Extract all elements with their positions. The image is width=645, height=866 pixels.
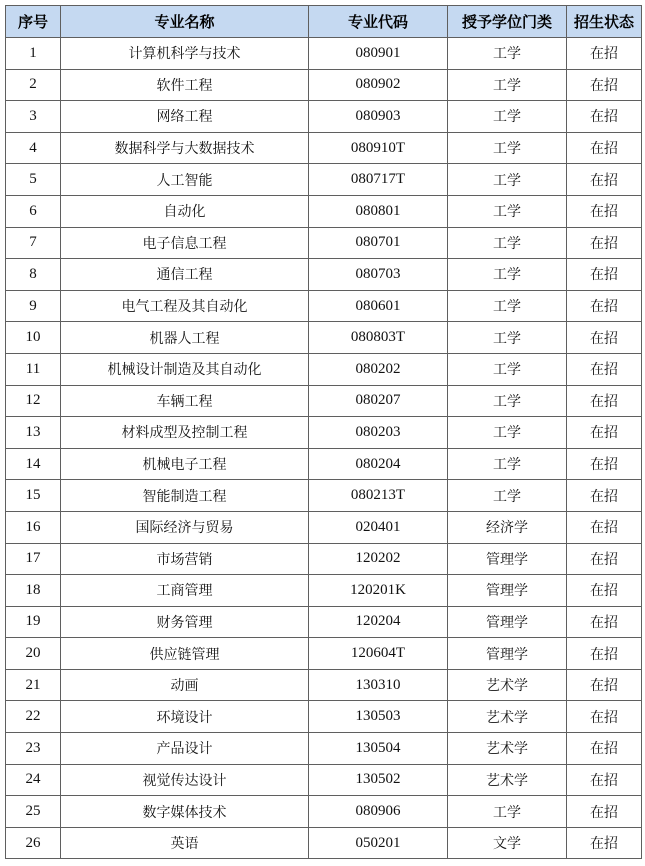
cell-major-code: 130310 — [309, 669, 448, 701]
cell-degree-category: 工学 — [448, 796, 567, 828]
table-row — [6, 385, 642, 417]
cell-degree-category: 工学 — [448, 259, 567, 291]
cell-enrollment-status: 在招 — [567, 69, 642, 101]
cell-enrollment-status: 在招 — [567, 164, 642, 196]
majors-table — [5, 5, 642, 859]
cell-major-name: 电气工程及其自动化 — [61, 290, 309, 322]
cell-major-name: 电子信息工程 — [61, 227, 309, 259]
cell-major-name: 智能制造工程 — [61, 480, 309, 512]
cell-major-code: 130503 — [309, 701, 448, 733]
table-row — [6, 290, 642, 322]
cell-index: 12 — [6, 385, 61, 417]
table-row — [6, 543, 642, 575]
cell-major-name: 车辆工程 — [61, 385, 309, 417]
cell-enrollment-status: 在招 — [567, 701, 642, 733]
cell-major-code: 080801 — [309, 195, 448, 227]
cell-major-code: 080902 — [309, 69, 448, 101]
cell-degree-category: 工学 — [448, 101, 567, 133]
header-enrollment-status: 招生状态 — [567, 6, 642, 38]
table-row — [6, 606, 642, 638]
cell-index: 20 — [6, 638, 61, 670]
cell-degree-category: 经济学 — [448, 511, 567, 543]
cell-major-name: 环境设计 — [61, 701, 309, 733]
cell-degree-category: 工学 — [448, 290, 567, 322]
table-row — [6, 575, 642, 607]
cell-degree-category: 艺术学 — [448, 764, 567, 796]
table-row — [6, 164, 642, 196]
cell-major-code: 080601 — [309, 290, 448, 322]
cell-enrollment-status: 在招 — [567, 417, 642, 449]
cell-enrollment-status: 在招 — [567, 385, 642, 417]
cell-degree-category: 管理学 — [448, 638, 567, 670]
cell-major-name: 自动化 — [61, 195, 309, 227]
cell-degree-category: 工学 — [448, 385, 567, 417]
cell-degree-category: 工学 — [448, 322, 567, 354]
cell-index: 2 — [6, 69, 61, 101]
cell-major-name: 软件工程 — [61, 69, 309, 101]
cell-degree-category: 文学 — [448, 827, 567, 859]
cell-degree-category: 工学 — [448, 353, 567, 385]
cell-enrollment-status: 在招 — [567, 733, 642, 765]
cell-index: 25 — [6, 796, 61, 828]
header-degree-category: 授予学位门类 — [448, 6, 567, 38]
cell-index: 10 — [6, 322, 61, 354]
cell-major-code: 080213T — [309, 480, 448, 512]
table-row — [6, 132, 642, 164]
cell-degree-category: 工学 — [448, 69, 567, 101]
cell-major-code: 120204 — [309, 606, 448, 638]
table-row — [6, 448, 642, 480]
cell-major-name: 人工智能 — [61, 164, 309, 196]
cell-index: 4 — [6, 132, 61, 164]
cell-major-code: 130502 — [309, 764, 448, 796]
cell-major-code: 080203 — [309, 417, 448, 449]
cell-major-code: 080903 — [309, 101, 448, 133]
header-index: 序号 — [6, 6, 61, 38]
cell-major-name: 国际经济与贸易 — [61, 511, 309, 543]
cell-major-code: 080901 — [309, 38, 448, 70]
cell-index: 21 — [6, 669, 61, 701]
table-row — [6, 796, 642, 828]
cell-enrollment-status: 在招 — [567, 101, 642, 133]
cell-major-code: 080803T — [309, 322, 448, 354]
cell-index: 26 — [6, 827, 61, 859]
table-row — [6, 353, 642, 385]
cell-major-name: 工商管理 — [61, 575, 309, 607]
table-body — [6, 38, 642, 859]
table-row — [6, 669, 642, 701]
cell-index: 19 — [6, 606, 61, 638]
table-row — [6, 195, 642, 227]
cell-major-code: 080202 — [309, 353, 448, 385]
cell-enrollment-status: 在招 — [567, 764, 642, 796]
cell-degree-category: 工学 — [448, 132, 567, 164]
cell-major-code: 080207 — [309, 385, 448, 417]
cell-major-code: 080701 — [309, 227, 448, 259]
table-row — [6, 733, 642, 765]
cell-enrollment-status: 在招 — [567, 322, 642, 354]
cell-degree-category: 艺术学 — [448, 669, 567, 701]
table-row — [6, 417, 642, 449]
table-row — [6, 827, 642, 859]
cell-degree-category: 工学 — [448, 164, 567, 196]
cell-degree-category: 工学 — [448, 195, 567, 227]
cell-index: 16 — [6, 511, 61, 543]
cell-index: 6 — [6, 195, 61, 227]
cell-enrollment-status: 在招 — [567, 480, 642, 512]
cell-enrollment-status: 在招 — [567, 606, 642, 638]
cell-enrollment-status: 在招 — [567, 38, 642, 70]
cell-major-code: 080717T — [309, 164, 448, 196]
cell-degree-category: 管理学 — [448, 543, 567, 575]
cell-degree-category: 工学 — [448, 227, 567, 259]
cell-index: 5 — [6, 164, 61, 196]
cell-degree-category: 工学 — [448, 480, 567, 512]
cell-major-name: 网络工程 — [61, 101, 309, 133]
table-header-row — [6, 6, 642, 38]
cell-major-name: 机械设计制造及其自动化 — [61, 353, 309, 385]
cell-degree-category: 工学 — [448, 448, 567, 480]
cell-enrollment-status: 在招 — [567, 259, 642, 291]
cell-enrollment-status: 在招 — [567, 195, 642, 227]
cell-major-name: 数据科学与大数据技术 — [61, 132, 309, 164]
table-row — [6, 322, 642, 354]
cell-major-code: 080910T — [309, 132, 448, 164]
cell-enrollment-status: 在招 — [567, 511, 642, 543]
cell-index: 8 — [6, 259, 61, 291]
cell-index: 17 — [6, 543, 61, 575]
cell-major-name: 产品设计 — [61, 733, 309, 765]
table-row — [6, 38, 642, 70]
cell-enrollment-status: 在招 — [567, 827, 642, 859]
cell-enrollment-status: 在招 — [567, 669, 642, 701]
cell-major-name: 机械电子工程 — [61, 448, 309, 480]
cell-index: 23 — [6, 733, 61, 765]
header-major-name: 专业名称 — [61, 6, 309, 38]
majors-table-container — [5, 5, 642, 859]
cell-major-name: 通信工程 — [61, 259, 309, 291]
cell-major-code: 080906 — [309, 796, 448, 828]
cell-enrollment-status: 在招 — [567, 575, 642, 607]
table-row — [6, 764, 642, 796]
cell-major-name: 视觉传达设计 — [61, 764, 309, 796]
cell-index: 7 — [6, 227, 61, 259]
cell-enrollment-status: 在招 — [567, 448, 642, 480]
cell-index: 15 — [6, 480, 61, 512]
cell-degree-category: 艺术学 — [448, 733, 567, 765]
cell-enrollment-status: 在招 — [567, 227, 642, 259]
cell-degree-category: 管理学 — [448, 606, 567, 638]
cell-degree-category: 艺术学 — [448, 701, 567, 733]
cell-major-name: 财务管理 — [61, 606, 309, 638]
cell-index: 1 — [6, 38, 61, 70]
cell-index: 14 — [6, 448, 61, 480]
cell-degree-category: 工学 — [448, 38, 567, 70]
cell-enrollment-status: 在招 — [567, 638, 642, 670]
table-row — [6, 227, 642, 259]
table-row — [6, 511, 642, 543]
table-row — [6, 69, 642, 101]
cell-index: 22 — [6, 701, 61, 733]
cell-major-name: 市场营销 — [61, 543, 309, 575]
table-row — [6, 701, 642, 733]
cell-degree-category: 工学 — [448, 417, 567, 449]
table-row — [6, 101, 642, 133]
table-row — [6, 638, 642, 670]
cell-major-name: 材料成型及控制工程 — [61, 417, 309, 449]
cell-index: 3 — [6, 101, 61, 133]
cell-major-code: 020401 — [309, 511, 448, 543]
cell-index: 9 — [6, 290, 61, 322]
cell-index: 11 — [6, 353, 61, 385]
cell-major-code: 130504 — [309, 733, 448, 765]
cell-major-code: 080204 — [309, 448, 448, 480]
cell-index: 13 — [6, 417, 61, 449]
cell-major-name: 计算机科学与技术 — [61, 38, 309, 70]
cell-enrollment-status: 在招 — [567, 132, 642, 164]
cell-major-name: 供应链管理 — [61, 638, 309, 670]
cell-major-name: 动画 — [61, 669, 309, 701]
header-major-code: 专业代码 — [309, 6, 448, 38]
cell-major-code: 120202 — [309, 543, 448, 575]
cell-index: 18 — [6, 575, 61, 607]
cell-major-name: 数字媒体技术 — [61, 796, 309, 828]
cell-enrollment-status: 在招 — [567, 796, 642, 828]
cell-index: 24 — [6, 764, 61, 796]
cell-enrollment-status: 在招 — [567, 543, 642, 575]
cell-enrollment-status: 在招 — [567, 290, 642, 322]
cell-major-name: 机器人工程 — [61, 322, 309, 354]
cell-major-code: 120201K — [309, 575, 448, 607]
table-row — [6, 259, 642, 291]
cell-major-code: 080703 — [309, 259, 448, 291]
cell-major-code: 120604T — [309, 638, 448, 670]
cell-degree-category: 管理学 — [448, 575, 567, 607]
cell-enrollment-status: 在招 — [567, 353, 642, 385]
cell-major-code: 050201 — [309, 827, 448, 859]
cell-major-name: 英语 — [61, 827, 309, 859]
table-row — [6, 480, 642, 512]
